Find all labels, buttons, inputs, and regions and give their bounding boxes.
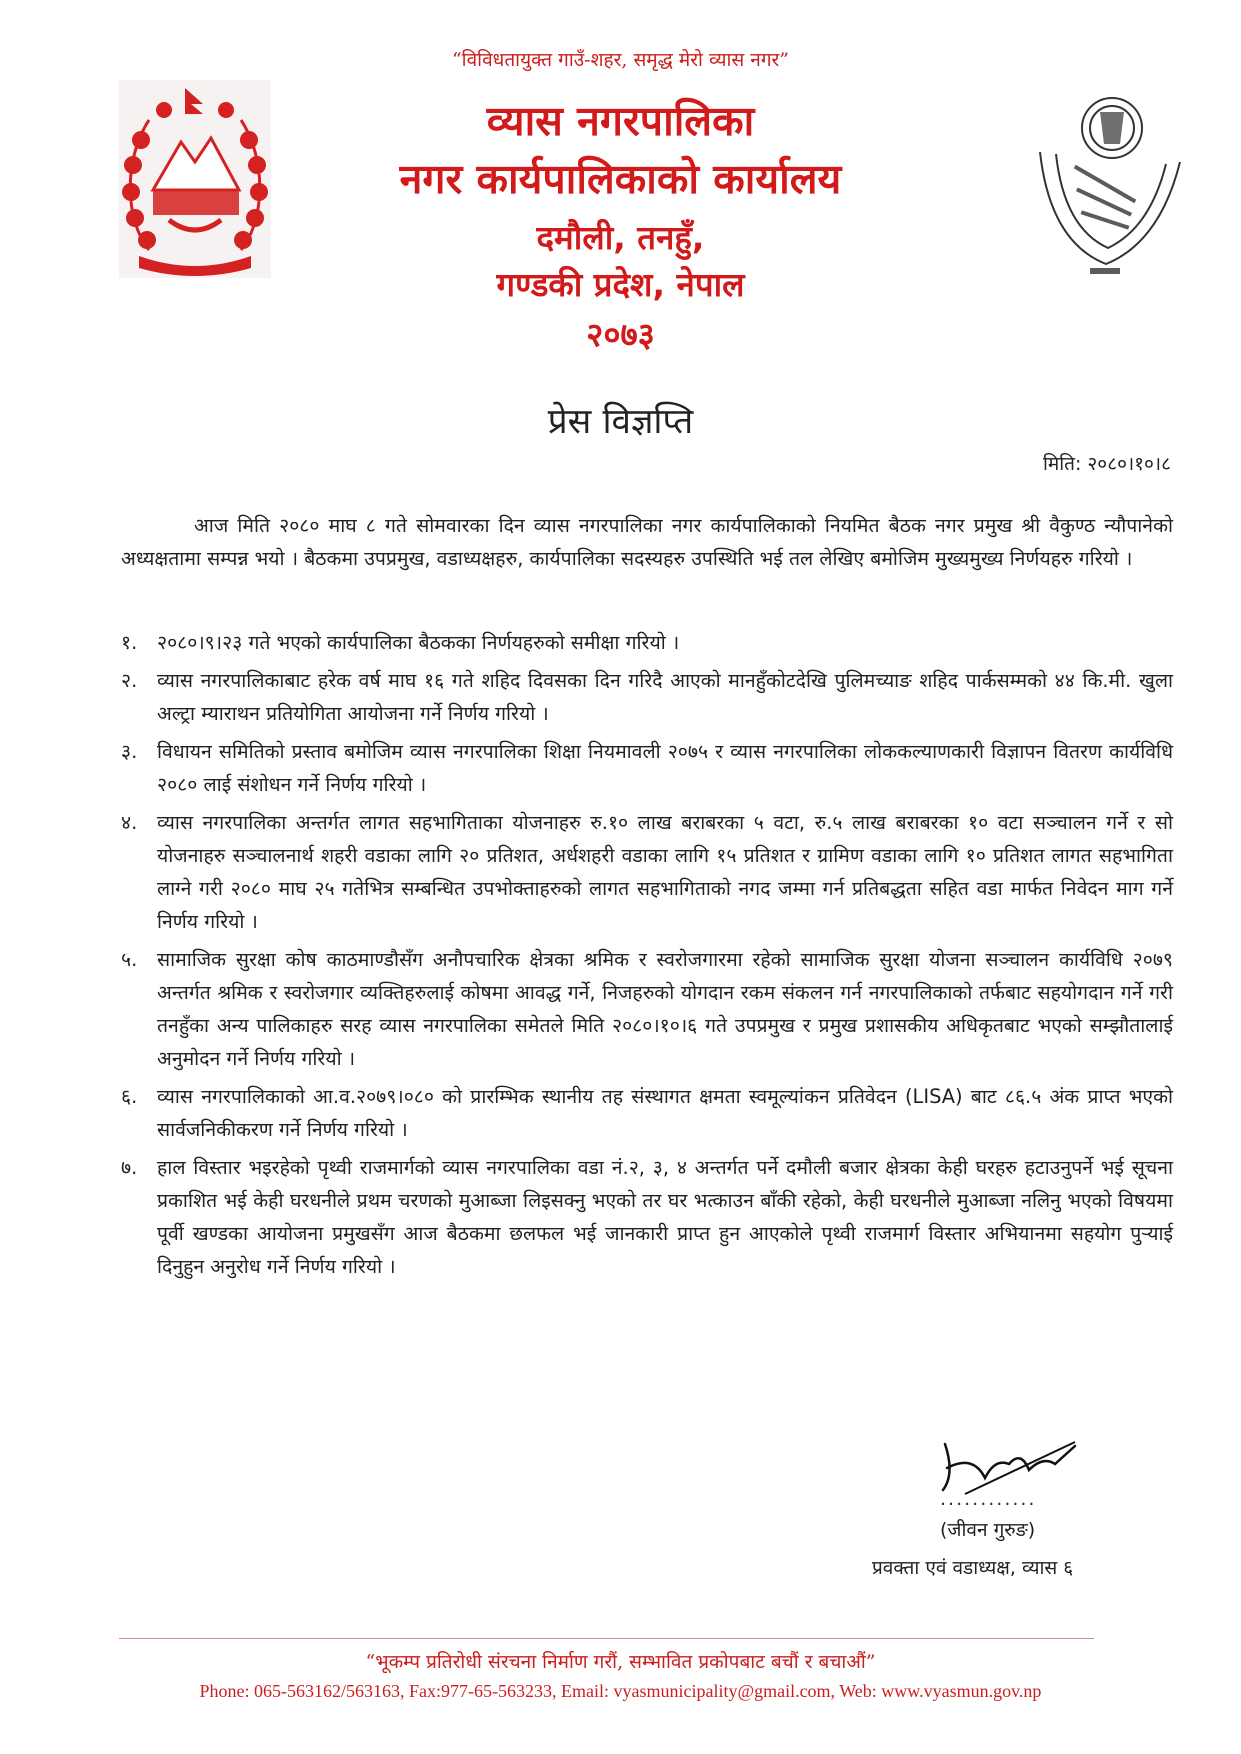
list-item-number: ४. — [121, 811, 138, 834]
list-item — [121, 664, 1173, 730]
office-name: नगर कार्यपालिकाको कार्यालय — [399, 155, 842, 203]
document-title: प्रेस विज्ञप्ति — [547, 402, 694, 442]
address-line-1: दमौली, तनहुँ, — [536, 218, 705, 257]
footer-divider — [119, 1638, 1094, 1639]
list-item-text: सामाजिक सुरक्षा कोष काठमाण्डौसँग अनौपचारिक क्षेत्रका श्रमिक र स्वरोजगारमा रहेको सामाजिक सुरक्षा योजना सञ्चालन कार्यविधि २०७९ अन्तर्गत श्रमिक र स्वरोजगार व्यक्तिहरुलाई कोषमा आवद्ध गर्ने, निजहरुको योगदान रकम संकलन गर्न नगरपालिकाको तर्फबाट सहयोगदान गर्ने गरी तनहुँका अन्य पालिकाहरु सरह व्यास नगरपालिका समेतले मिति २०८०।१०।६ गते उपप्रमुख र प्रमुख प्रशासकीय अधिकृतबाट भएको सम्झौतालाई अनुमोदन गर्ने निर्णय गरियो । — [157, 948, 1173, 1070]
list-item-number: ३. — [121, 740, 138, 763]
list-item-text: विधायन समितिको प्रस्ताव बमोजिम व्यास नगरपालिका शिक्षा नियमावली २०७५ र व्यास नगरपालिका लोककल्याणकारी विज्ञापन वितरण कार्यविधि २०८० लाई संशोधन गर्ने निर्णय गरियो । — [157, 740, 1173, 796]
list-item — [121, 1080, 1173, 1146]
footer-contact: Phone: 065-563162/563163, Fax:977-65-563233, Email: vyasmunicipality@gmail.com, Web: www.vyasmun.gov.np — [199, 1681, 1042, 1701]
list-item — [121, 943, 1173, 1075]
list-item-number: १. — [121, 631, 138, 654]
established-year: २०७३ — [586, 315, 655, 354]
footer-slogan: “भूकम्प प्रतिरोधी संरचना निर्माण गरौं, सम्भावित प्रकोपबाट बचौं र बचाऔं” — [365, 1651, 876, 1673]
signer-role: प्रवक्ता एवं वडाध्यक्ष, व्यास ६ — [872, 1557, 1074, 1579]
signature-line: ............ — [940, 1488, 1037, 1510]
list-item-number: ७. — [121, 1156, 138, 1179]
motto-text: “विविधतायुक्त गाउँ-शहर, समृद्ध मेरो व्यास नगर” — [451, 49, 790, 71]
list-item-number: २. — [121, 669, 138, 692]
list-item-number: ६. — [121, 1085, 138, 1108]
municipality-name: व्यास नगरपालिका — [486, 97, 755, 145]
list-item-text: व्यास नगरपालिकाको आ.व.२०७९।०८० को प्रारम्भिक स्थानीय तह संस्थागत क्षमता स्वमूल्यांकन प्रतिवेदन (LISA) बाट ८६.५ अंक प्राप्त भएको सार्वजनिकीकरण गर्ने निर्णय गरियो । — [157, 1085, 1173, 1141]
office-stamp-icon — [1020, 92, 1192, 284]
nepal-emblem-icon — [119, 80, 271, 278]
address-line-2: गण्डकी प्रदेश, नेपाल — [496, 265, 745, 304]
intro-paragraph: आज मिति २०८० माघ ८ गते सोमवारका दिन व्यास नगरपालिका नगर कार्यपालिकाको नियमित बैठक नगर प्रमुख श्री वैकुण्ठ न्यौपानेको अध्यक्षतामा सम्पन्न भयो । बैठकमा उपप्रमुख, वडाध्यक्षहरु, कार्यपालिका सदस्यहरु उपस्थिति भई तल लेखिए बमोजिम मुख्यमुख्य निर्णयहरु गरियो । — [121, 514, 1173, 570]
list-item — [121, 1151, 1173, 1283]
decision-list — [121, 626, 1173, 1288]
list-item — [121, 735, 1173, 801]
list-item — [121, 626, 1173, 659]
list-item-text: व्यास नगरपालिकाबाट हरेक वर्ष माघ १६ गते शहिद दिवसका दिन गरिदै आएको मानहुँकोटदेखि पुलिमच्याङ शहिद पार्कसम्मको ४४ कि.मी. खुला अल्ट्रा म्याराथन प्रतियोगिता आयोजना गर्ने निर्णय गरियो । — [157, 669, 1173, 725]
list-item-text: व्यास नगरपालिका अन्तर्गत लागत सहभागिताका योजनाहरु रु.१० लाख बराबरका ५ वटा, रु.५ लाख बराबरका १० वटा सञ्चालन गर्ने र सो योजनाहरु सञ्चालनार्थ शहरी वडाका लागि २० प्रतिशत, अर्धशहरी वडाका लागि १५ प्रतिशत र ग्रामिण वडाका लागि १० प्रतिशत लागत सहभागिता लाग्ने गरी २०८० माघ २५ गतेभित्र सम्बन्धित उपभोक्ताहरुको लागत सहभागिताको नगद जम्मा गर्न प्रतिबद्धता सहित वडा मार्फत निवेदन माग गर्ने निर्णय गरियो । — [157, 811, 1173, 933]
list-item-text: हाल विस्तार भइरहेको पृथ्वी राजमार्गको व्यास नगरपालिका वडा नं.२, ३, ४ अन्तर्गत पर्ने दमौली बजार क्षेत्रका केही घरहरु हटाउनुपर्ने भई सूचना प्रकाशित भई केही घरधनीले प्रथम चरणको मुआब्जा लिइसक्नु भएको तर घर भत्काउन बाँकी रहेको, केही घरधनीले मुआब्जा नलिनु भएको विषयमा पूर्वी खण्डका आयोजना प्रमुखसँग आज बैठकमा छलफल भई जानकारी प्राप्त हुन आएकोले पृथ्वी राजमार्ग विस्तार अभियानमा सहयोग पुऱ्याई दिनुहुन अनुरोध गर्ने निर्णय गरियो । — [157, 1156, 1173, 1278]
list-item-text: २०८०।९।२३ गते भएको कार्यपालिका बैठकका निर्णयहरुको समीक्षा गरियो । — [157, 631, 680, 654]
document-date: मिति: २०८०।१०।८ — [1042, 453, 1171, 475]
list-item-number: ५. — [121, 948, 138, 971]
signer-name: (जीवन गुरुङ) — [940, 1519, 1036, 1541]
list-item — [121, 806, 1173, 938]
